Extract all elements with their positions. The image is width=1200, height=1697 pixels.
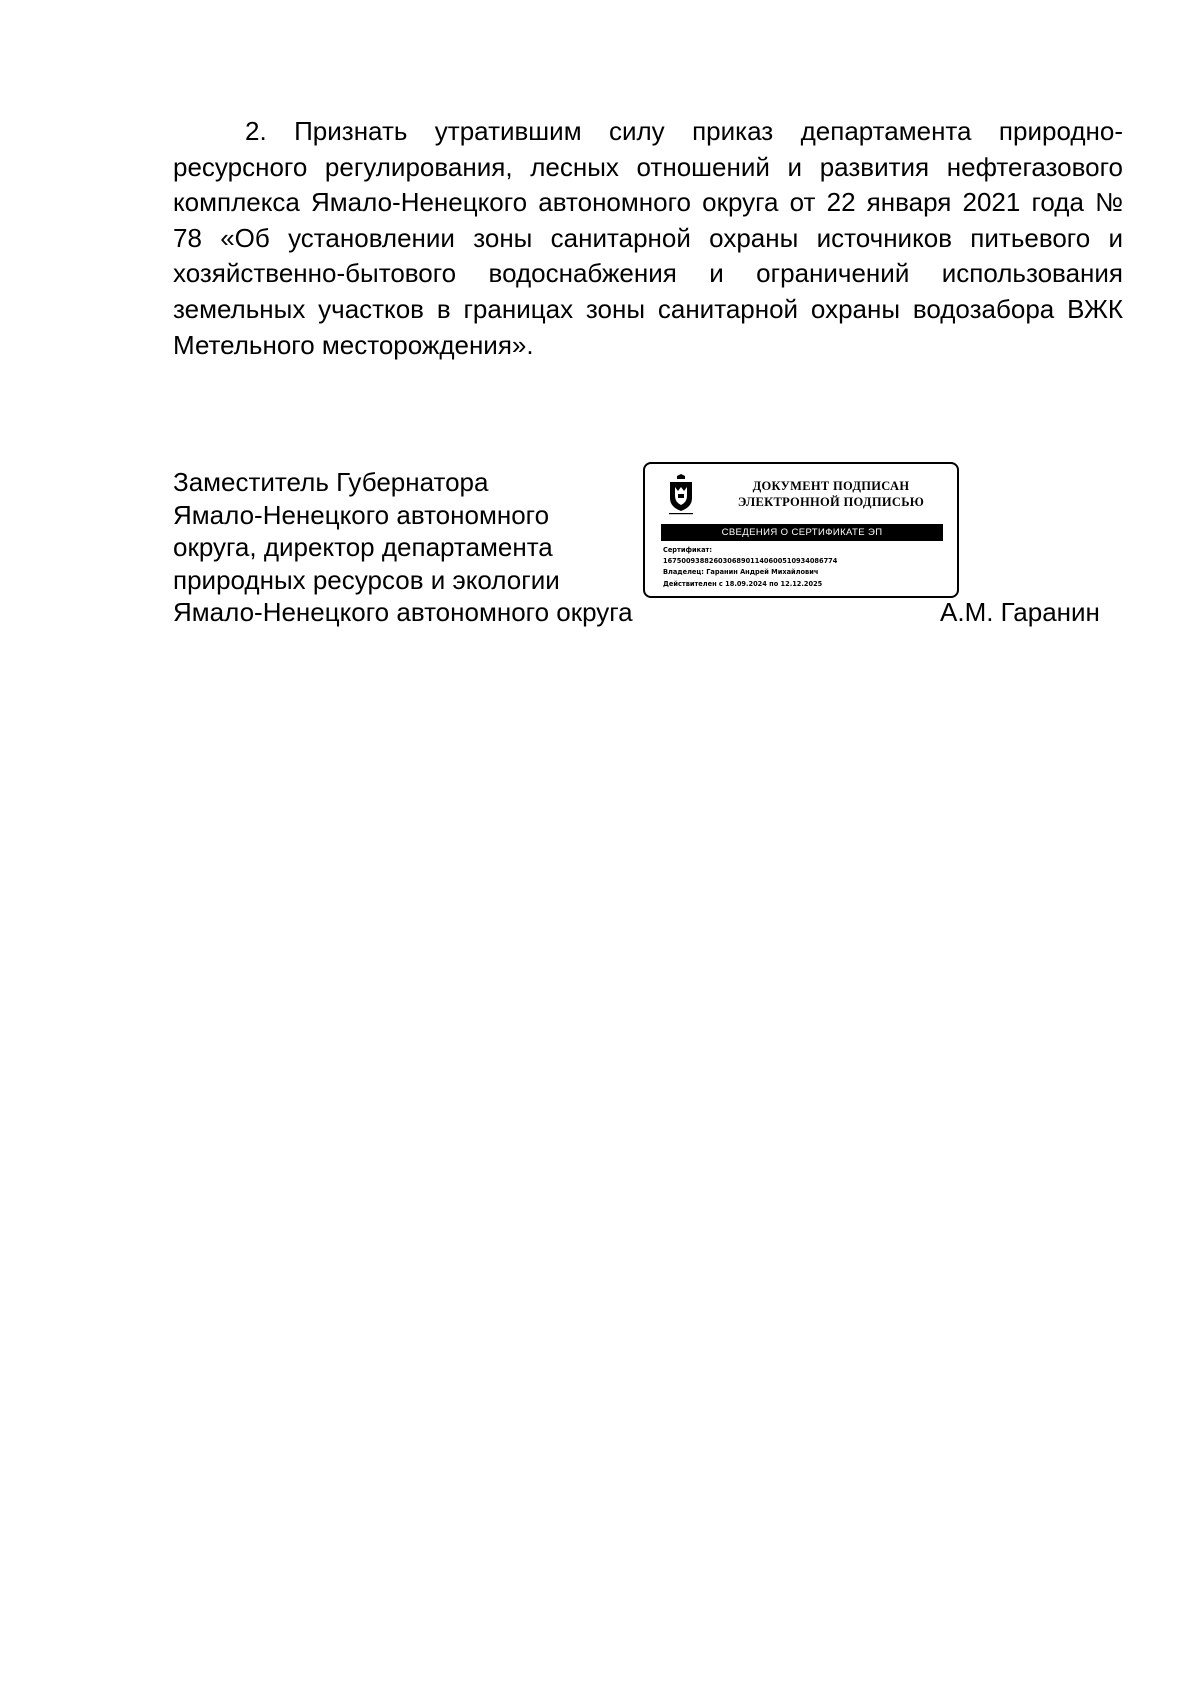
signer-position-line: Ямало-Ненецкого автономного	[173, 499, 550, 530]
certificate-info-bar: СВЕДЕНИЯ О СЕРТИФИКАТЕ ЭП	[661, 524, 943, 541]
stamp-title-line: ДОКУМЕНТ ПОДПИСАН	[752, 479, 910, 493]
certificate-label: Сертификат:	[663, 546, 713, 554]
signer-position-line: Ямало-Ненецкого автономного округа	[173, 597, 633, 628]
e-signature-stamp	[643, 462, 959, 598]
certificate-number: 16750093882603068901140600510934086774	[663, 557, 838, 566]
signer-position	[173, 466, 633, 629]
certificate-owner: Владелец: Гаранин Андрей Михайлович	[663, 568, 819, 577]
signer-name: А.М. Гаранин	[940, 597, 1100, 627]
signer-position-line: округа, директор департамента	[173, 532, 553, 563]
certificate-details	[663, 545, 837, 590]
coat-of-arms-icon	[667, 474, 695, 516]
signer-position-line: природных ресурсов и экологии	[173, 564, 560, 595]
signer-position-line: Заместитель Губернатора	[173, 467, 489, 497]
stamp-title	[711, 478, 951, 510]
order-paragraph-2: 2. Признать утратившим силу приказ департамента природно-ресурсного регулирования, лесных отношений и развития нефтегазового комплекса Ямало-Ненецкого автономного округа от 22 января 2021 года № 78 «Об установлении зоны санитарной охраны источников питьевого и хозяйственно-бытового водоснабжения и ограничений использования земельных участков в границах зоны санитарной охраны водозабора ВЖК Метельного месторождения».	[173, 116, 1123, 360]
stamp-title-line: ЭЛЕКТРОННОЙ ПОДПИСЬЮ	[737, 495, 925, 509]
certificate-validity: Действителен с 18.09.2024 по 12.12.2025	[663, 579, 823, 588]
